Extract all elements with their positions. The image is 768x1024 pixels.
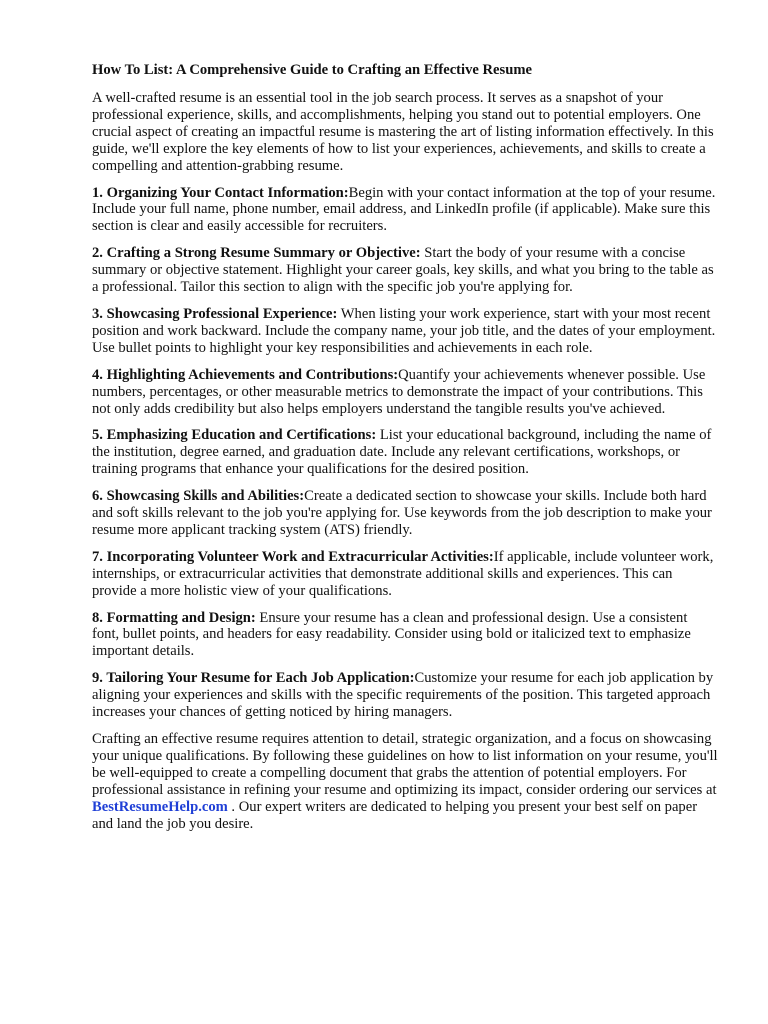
section-3 <box>92 306 718 357</box>
section-heading: 5. Emphasizing Education and Certifications: <box>92 427 377 444</box>
section-body: When listing your work experience, start with your most recent position and work backward. Include the company name, your job title, and the dates of your employment. Use bullet points to highlight your key responsibilities and achievements in each role. <box>92 305 716 356</box>
section-8 <box>92 610 718 661</box>
section-heading: 9. Tailoring Your Resume for Each Job Application: <box>92 670 415 687</box>
section-heading: 4. Highlighting Achievements and Contributions: <box>92 366 399 383</box>
intro-paragraph: A well-crafted resume is an essential tool in the job search process. It serves as a snapshot of your professional experience, skills, and accomplishments, helping you stand out to potential employers. One crucial aspect of creating an impactful resume is mastering the art of listing information effectively. In this guide, we'll explore the key elements of how to list your experiences, achievements, and skills to create a compelling and attention-grabbing resume. <box>92 90 714 174</box>
bestresumehelp-link[interactable]: BestResumeHelp.com <box>92 798 228 815</box>
section-heading: 2. Crafting a Strong Resume Summary or Objective: <box>92 245 421 262</box>
section-heading: 8. Formatting and Design: <box>92 609 256 626</box>
section-body: Quantify your achievements whenever possible. Use numbers, percentages, or other measurable metrics to demonstrate the impact of your contributions. This not only adds credibility but also helps employers understand the tangible results you've achieved. <box>92 366 706 417</box>
section-body: Begin with your contact information at the top of your resume. Include your full name, phone number, email address, and LinkedIn profile (if applicable). Make sure this section is clear and easily accessible for recruiters. <box>92 184 716 235</box>
section-body: Ensure your resume has a clean and professional design. Use a consistent font, bullet points, and headers for easy readability. Consider using bold or italicized text to emphasize important details. <box>92 609 691 660</box>
section-6 <box>92 488 718 539</box>
section-9 <box>92 670 718 721</box>
section-1 <box>92 185 718 236</box>
section-heading: 7. Incorporating Volunteer Work and Extracurricular Activities: <box>92 548 494 565</box>
section-5 <box>92 427 718 478</box>
section-body: List your educational background, including the name of the institution, degree earned, and graduation date. Include any relevant certifications, workshops, or training programs that enhance your qualifications for the desired position. <box>92 427 712 478</box>
section-heading: 1. Organizing Your Contact Information: <box>92 184 349 201</box>
closing-text-before: Crafting an effective resume requires attention to detail, strategic organization, and a focus on showcasing your unique qualifications. By following these guidelines on how to list information on your resume, you'll be well-equipped to create a compelling document that grabs the attention of potential employers. For professional assistance in refining your resume and optimizing its impact, consider ordering our services at <box>92 731 718 798</box>
section-heading: 6. Showcasing Skills and Abilities: <box>92 488 305 505</box>
closing-text-after: . Our expert writers are dedicated to helping you present your best self on paper and land the job you desire. <box>92 798 698 832</box>
section-body: Customize your resume for each job application by aligning your experiences and skills with the specific requirements of the position. This targeted approach increases your chances of getting noticed by hiring managers. <box>92 670 714 721</box>
section-7 <box>92 549 718 600</box>
document-title: How To List: A Comprehensive Guide to Crafting an Effective Resume <box>92 62 532 78</box>
section-body: Start the body of your resume with a concise summary or objective statement. Highlight your career goals, key skills, and what you bring to the table as a professional. Tailor this section to align with the specific job you're applying for. <box>92 245 714 296</box>
section-body: If applicable, include volunteer work, internships, or extracurricular activities that demonstrate additional skills and experiences. This can provide a more holistic view of your qualifications. <box>92 548 714 599</box>
section-2 <box>92 245 718 296</box>
section-4 <box>92 367 718 418</box>
closing-paragraph <box>92 731 718 832</box>
section-body: Create a dedicated section to showcase your skills. Include both hard and soft skills relevant to the job you're applying for. Use keywords from the job description to make your resume more applicant tracking system (ATS) friendly. <box>92 488 712 538</box>
section-heading: 3. Showcasing Professional Experience: <box>92 305 338 322</box>
